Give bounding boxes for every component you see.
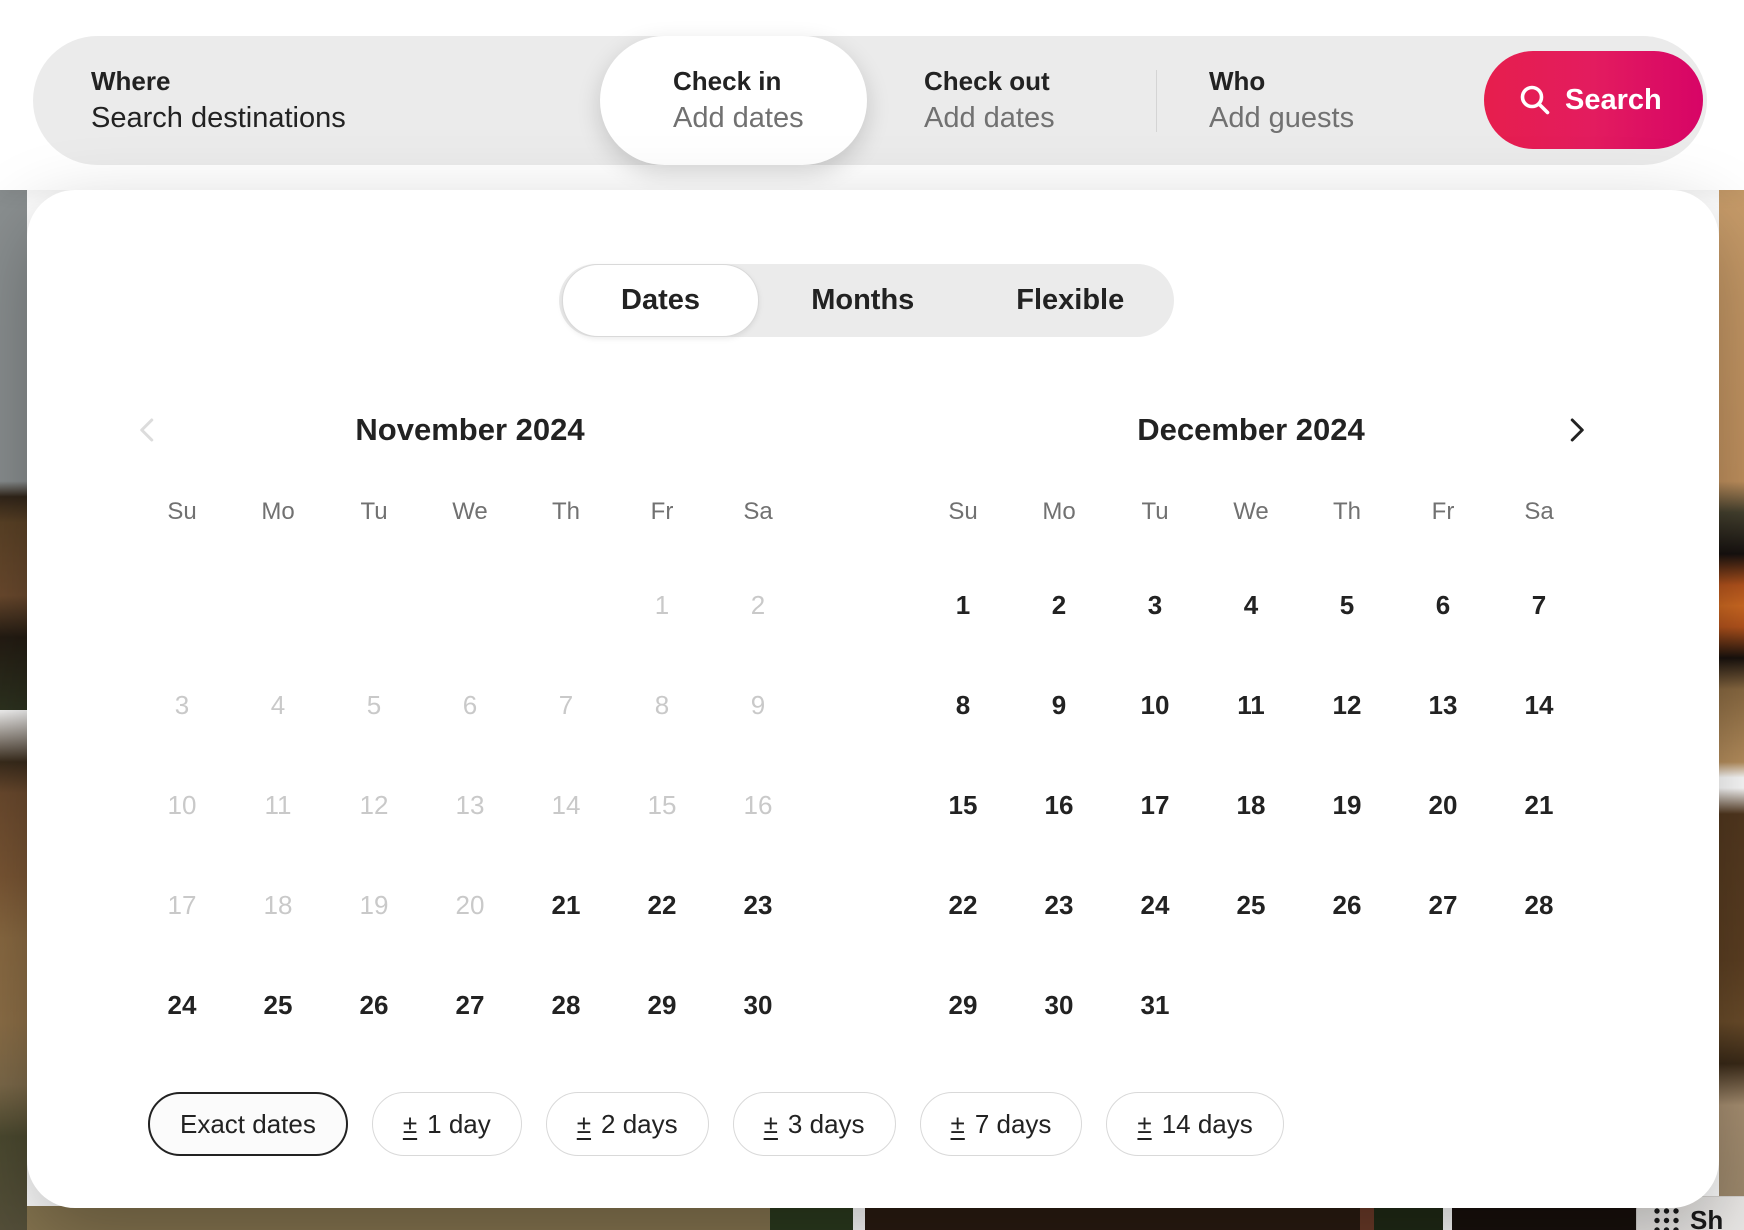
calendar-day: 20	[455, 889, 485, 920]
background-photo-segment	[1360, 1206, 1374, 1230]
who-label: Who	[1209, 66, 1266, 96]
calendar-day-empty	[1299, 955, 1395, 1055]
background-photo-right-strip	[1719, 190, 1744, 1230]
calendar-day[interactable]: 17	[1140, 789, 1170, 820]
where-label: Where	[91, 66, 171, 96]
calendar-day[interactable]: 23	[743, 889, 773, 920]
calendar-day-grid	[915, 555, 1587, 1055]
weekday-label: We	[452, 498, 488, 525]
calendar-month-november	[134, 406, 806, 1020]
weekday-label: Mo	[261, 498, 295, 525]
calendar-day: 4	[270, 689, 286, 720]
month-title: November 2024	[355, 412, 585, 447]
calendar-day: 2	[750, 589, 766, 620]
calendar-day-empty	[1395, 955, 1491, 1055]
weekday-label: Th	[551, 498, 580, 525]
weekday-label: We	[1233, 498, 1269, 525]
calendar-day: 17	[167, 889, 197, 920]
background-photo-segment	[770, 1206, 853, 1230]
background-photo-bottom-strip	[27, 1206, 1719, 1230]
calendar-day[interactable]: 16	[1044, 789, 1074, 820]
tab-months[interactable]: Months	[759, 264, 967, 337]
plus-minus-symbol: ±	[402, 1108, 418, 1139]
calendar-day[interactable]: 15	[948, 789, 978, 820]
weekday-label: Th	[1332, 498, 1361, 525]
background-photo-left-strip	[0, 190, 27, 1230]
search-icon	[1518, 83, 1552, 117]
month-title: December 2024	[1137, 412, 1365, 447]
flex-option-2days[interactable]: ± 2 days	[546, 1092, 709, 1156]
calendar-day[interactable]: 29	[647, 989, 677, 1020]
weekday-header-row	[915, 484, 1587, 540]
search-bar	[33, 36, 1707, 165]
plus-minus-symbol: ±	[763, 1108, 778, 1139]
calendar-day[interactable]: 27	[1428, 889, 1458, 920]
weekday-header-row	[134, 484, 806, 540]
calendar-day[interactable]: 8	[955, 689, 971, 720]
search-checkin-button[interactable]	[600, 36, 867, 165]
calendar-day[interactable]: 27	[455, 989, 485, 1020]
where-value: Search destinations	[91, 102, 346, 134]
calendar-day[interactable]: 26	[359, 989, 389, 1020]
calendar-day[interactable]: 6	[1435, 589, 1451, 620]
calendar-day[interactable]: 14	[1524, 689, 1554, 720]
calendar-day[interactable]: 29	[948, 989, 978, 1020]
calendar-day[interactable]: 28	[551, 989, 581, 1020]
calendar-day-empty	[518, 555, 614, 655]
search-who-button[interactable]	[1157, 36, 1484, 165]
plus-minus-symbol: ±	[950, 1108, 965, 1139]
calendar-day[interactable]: 9	[1051, 689, 1067, 720]
calendar-day-empty	[134, 555, 230, 655]
calendar-day[interactable]: 5	[1339, 589, 1355, 620]
calendar-day: 10	[167, 789, 197, 820]
calendar-day[interactable]: 3	[1147, 589, 1163, 620]
background-photo-segment	[1374, 1206, 1443, 1230]
weekday-label: Sa	[743, 498, 773, 525]
date-picker-modal	[27, 190, 1719, 1208]
calendar-day-empty	[326, 555, 422, 655]
show-all-photos-label: Sh	[1690, 1205, 1724, 1230]
tab-dates[interactable]: Dates	[562, 264, 759, 337]
calendar-day[interactable]: 22	[948, 889, 978, 920]
plus-minus-symbol: ±	[1137, 1108, 1152, 1139]
search-button[interactable]	[1484, 51, 1703, 149]
calendar-day[interactable]: 26	[1332, 889, 1362, 920]
calendar-day[interactable]: 4	[1243, 589, 1259, 620]
calendar-day: 15	[647, 789, 677, 820]
background-photo-segment	[853, 1206, 865, 1230]
calendar-day[interactable]: 1	[955, 589, 971, 620]
calendar-day[interactable]: 31	[1140, 989, 1170, 1020]
weekday-label: Sa	[1524, 498, 1554, 525]
flex-option-exactdates[interactable]: Exact dates	[148, 1092, 348, 1156]
checkin-label: Check in	[673, 66, 782, 96]
calendar-day[interactable]: 20	[1428, 789, 1458, 820]
calendar-day: 13	[455, 789, 485, 820]
calendar-day[interactable]: 19	[1332, 789, 1362, 820]
calendar-day[interactable]: 10	[1140, 689, 1170, 720]
flex-option-3days[interactable]: ± 3 days	[733, 1092, 896, 1156]
calendar-day[interactable]: 30	[1044, 989, 1074, 1020]
flex-option-1day[interactable]: ± 1 day	[372, 1092, 522, 1156]
calendar-day: 12	[359, 789, 389, 820]
plus-minus-symbol: ±	[576, 1108, 592, 1139]
flex-option-7days[interactable]: ± 7 days	[920, 1092, 1083, 1156]
calendar-day[interactable]: 23	[1044, 889, 1074, 920]
calendar-day[interactable]: 28	[1524, 889, 1554, 920]
weekday-label: Mo	[1042, 498, 1076, 525]
calendar-day-empty	[422, 555, 518, 655]
tab-flexible[interactable]: Flexible	[967, 264, 1175, 337]
calendar-day[interactable]: 11	[1237, 689, 1265, 720]
background-photo-segment	[1443, 1206, 1452, 1230]
calendar-day-empty	[1203, 955, 1299, 1055]
calendar-day[interactable]: 21	[1524, 789, 1554, 820]
background-photo-segment	[27, 1206, 770, 1230]
calendar-day[interactable]: 21	[551, 889, 581, 920]
calendar-day: 1	[654, 589, 670, 620]
calendar-day: 9	[750, 689, 766, 720]
weekday-label: Fr	[650, 498, 674, 525]
calendar-day[interactable]: 30	[743, 989, 773, 1020]
grid-dots-icon	[1653, 1207, 1680, 1230]
calendar-day[interactable]: 12	[1332, 689, 1362, 720]
calendar-day: 11	[264, 789, 292, 820]
who-value: Add guests	[1209, 102, 1355, 134]
calendar-day[interactable]: 18	[1236, 789, 1266, 820]
search-checkout-button[interactable]	[867, 36, 1156, 165]
background-photo-segment	[865, 1206, 1360, 1230]
flex-option-14days[interactable]: ± 14 days	[1106, 1092, 1283, 1156]
calendar-day: 7	[558, 689, 574, 720]
flexible-date-options	[148, 1092, 1284, 1156]
calendar-day: 3	[174, 689, 190, 720]
calendar-day: 14	[551, 789, 581, 820]
calendar-day[interactable]: 7	[1531, 589, 1547, 620]
calendar-day: 16	[743, 789, 773, 820]
calendar-day[interactable]: 2	[1051, 589, 1067, 620]
calendar-day-grid	[134, 555, 806, 1055]
calendar-day[interactable]: 22	[647, 889, 677, 920]
checkin-value: Add dates	[673, 102, 804, 134]
search-button-label: Search	[1565, 83, 1662, 116]
weekday-label: Tu	[1141, 498, 1169, 525]
checkout-value: Add dates	[924, 102, 1055, 134]
calendar-day: 6	[462, 689, 478, 720]
site-header	[0, 0, 1744, 190]
weekday-label: Su	[167, 498, 197, 525]
calendar-day: 8	[654, 689, 670, 720]
calendar-day[interactable]: 24	[1140, 889, 1170, 920]
calendar-day[interactable]: 25	[1236, 889, 1266, 920]
calendar-day[interactable]: 13	[1428, 689, 1458, 720]
weekday-label: Su	[948, 498, 978, 525]
calendar-day-empty	[1491, 955, 1587, 1055]
date-picker-tabs	[559, 264, 1174, 337]
calendar-day: 18	[263, 889, 293, 920]
calendar-month-december	[915, 406, 1587, 1020]
weekday-label: Tu	[360, 498, 388, 525]
search-where-button[interactable]	[33, 36, 600, 165]
calendar-day[interactable]: 25	[263, 989, 293, 1020]
calendar-day-empty	[230, 555, 326, 655]
checkout-label: Check out	[924, 66, 1050, 96]
calendar-day: 5	[366, 689, 382, 720]
calendar-day: 19	[359, 889, 389, 920]
calendar-day[interactable]: 24	[167, 989, 197, 1020]
weekday-label: Fr	[1431, 498, 1455, 525]
